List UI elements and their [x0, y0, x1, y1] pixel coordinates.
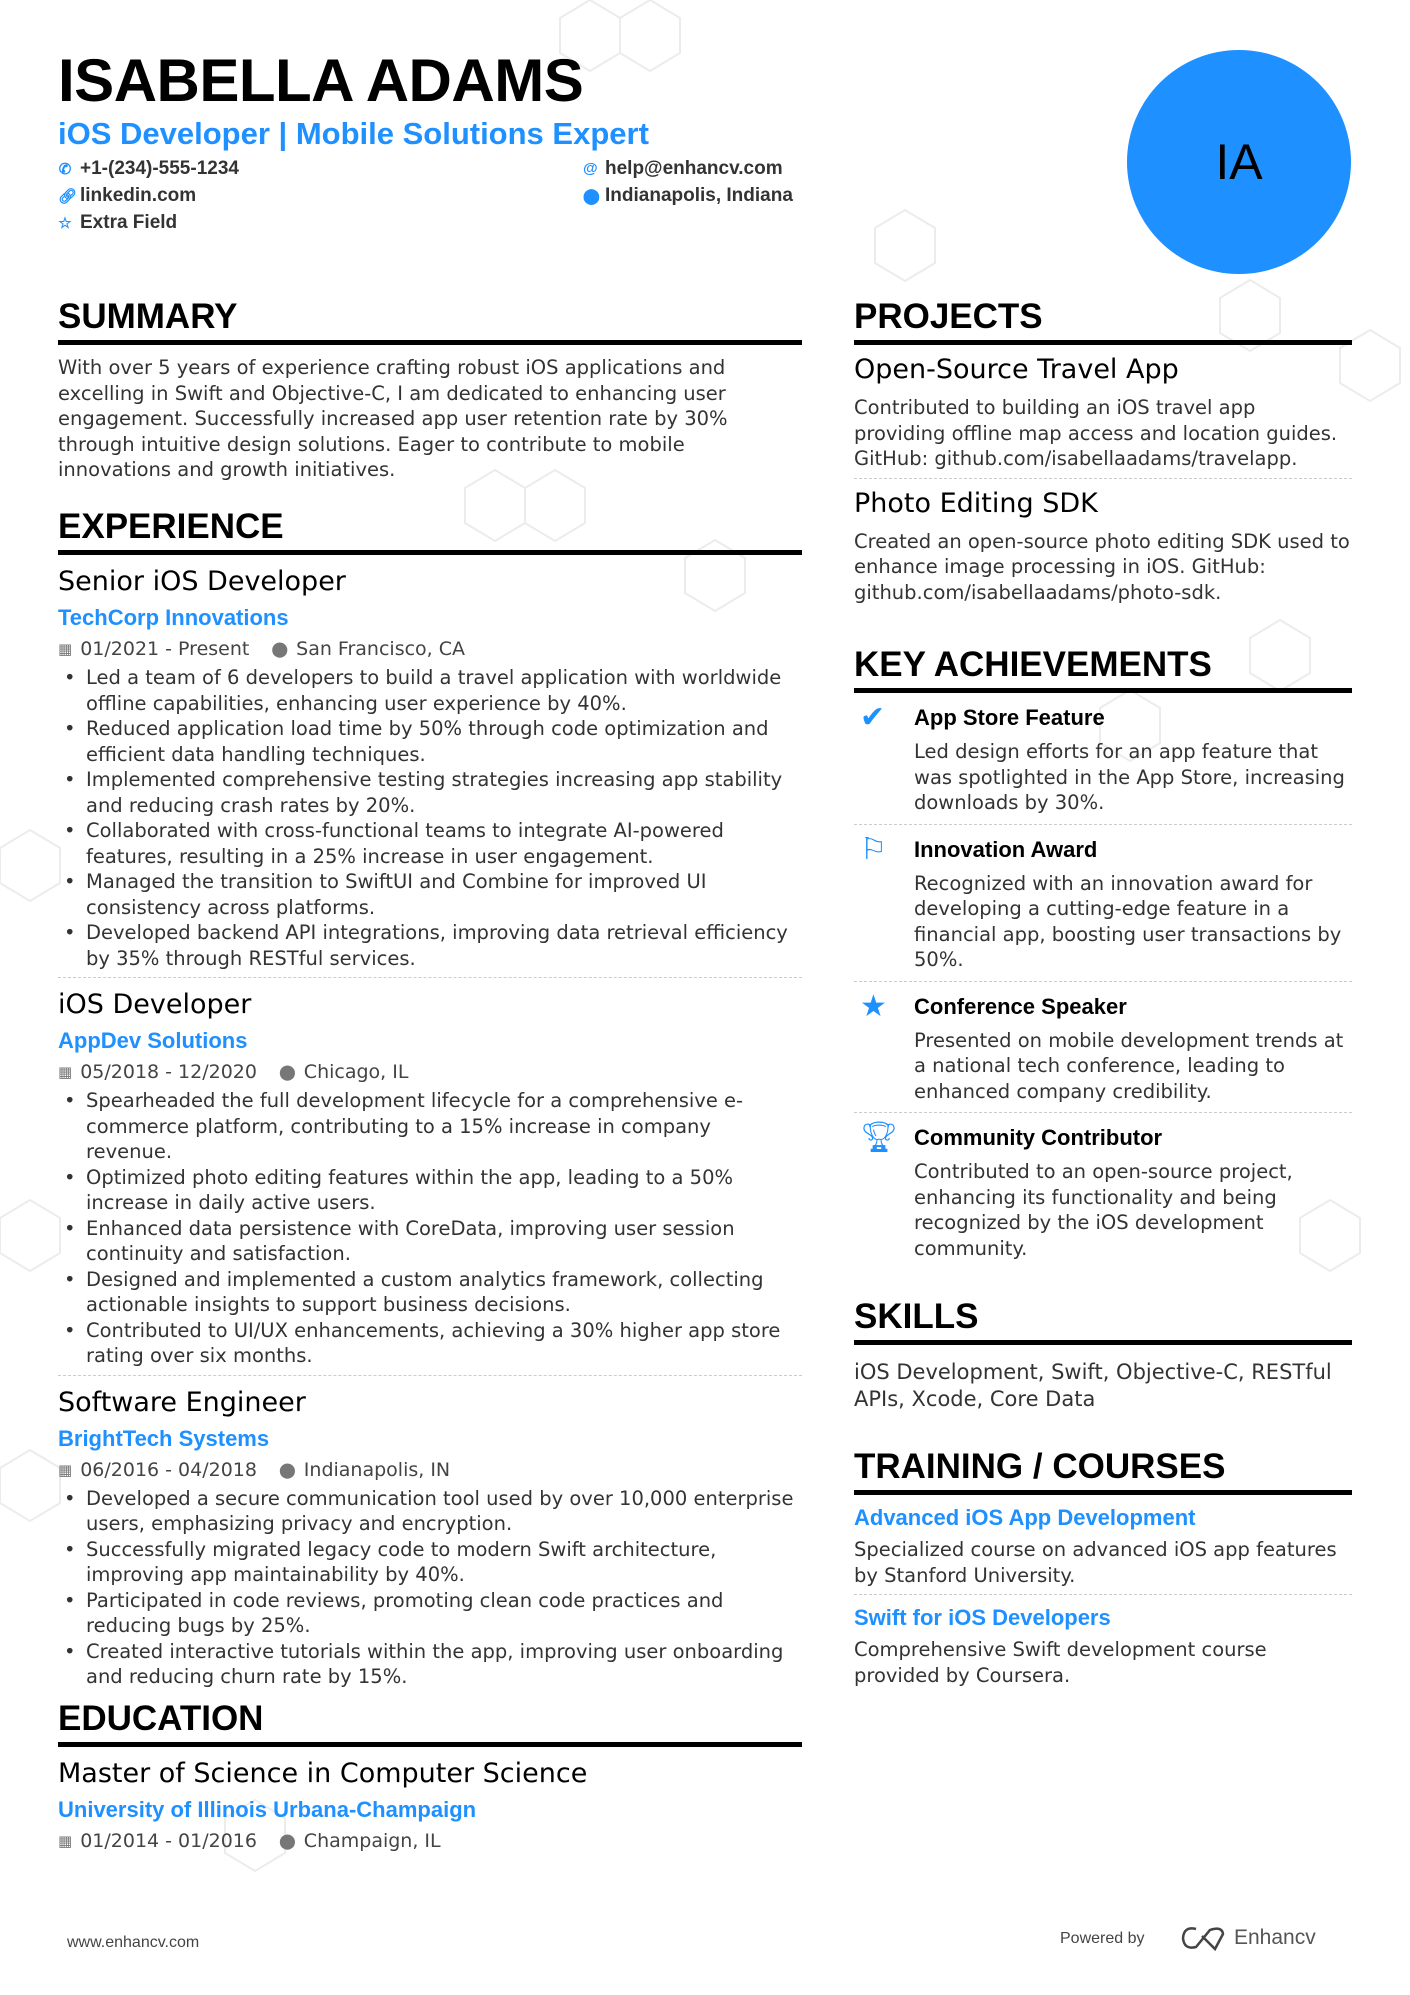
achievement-title: Innovation Award — [914, 836, 1098, 862]
avatar: IA — [1127, 50, 1351, 274]
at-icon: @ — [583, 160, 598, 177]
link-text[interactable]: linkedin.com — [80, 184, 197, 206]
project-entry — [854, 487, 1352, 612]
bullet-item: • Reduced application load time by 50% through code optimization and efficient data handling techniques. — [58, 716, 802, 767]
job-title: Software Engineer — [58, 1386, 306, 1418]
calendar-icon: ▦ — [58, 1063, 73, 1081]
powered-by: Powered by — [1060, 1930, 1145, 1947]
calendar-icon: ▦ — [58, 640, 73, 658]
phone-icon: ✆ — [58, 160, 72, 178]
dates: 01/2021 - Present — [80, 638, 250, 660]
extra-text: Extra Field — [80, 211, 178, 233]
email-text[interactable]: help@enhancv.com — [605, 157, 783, 179]
enhancv-logo[interactable] — [1180, 1924, 1316, 1952]
contact-left — [58, 155, 239, 236]
contact-email[interactable] — [583, 155, 793, 182]
course-description: Specialized course on advanced iOS app features by Stanford University. — [854, 1538, 1337, 1587]
bullet-item: • Collaborated with cross-functional teams to integrate AI-powered features, resulting in a 25% increase in user engagement. — [58, 818, 802, 869]
skills-section — [854, 1296, 1352, 1413]
bullet-item: • Implemented comprehensive testing strategies increasing app stability and reducing crash rates by 20%. — [58, 767, 802, 818]
candidate-name: ISABELLA ADAMS — [58, 47, 584, 114]
star-outline-icon: ☆ — [58, 214, 72, 232]
contact-phone — [58, 155, 239, 182]
bullet-item: • Contributed to UI/UX enhancements, achieving a 30% higher app store rating over six months. — [58, 1318, 802, 1369]
company-name: BrightTech Systems — [58, 1425, 270, 1451]
location-pin-icon: ⬤ — [279, 1832, 296, 1850]
bullet-item: • Successfully migrated legacy code to modern Swift architecture, improving app maintainability by 40%. — [58, 1537, 802, 1588]
experience-entry — [58, 988, 802, 1376]
bullet-list — [58, 1088, 802, 1369]
project-description: Created an open-source photo editing SDK used to enhance image processing in iOS. GitHub: github.com/isabellaadams/photo-sdk. — [854, 529, 1350, 604]
project-description: Contributed to building an iOS travel app providing offline map access and location guides. GitHub: github.com/isabellaadams/travelapp. — [854, 396, 1338, 470]
skills-text: iOS Development, Swift, Objective-C, RESTful APIs, Xcode, Core Data — [854, 1360, 1332, 1411]
achievement-description: Presented on mobile development trends at a national tech conference, leading to enhanced company credibility. — [914, 1028, 1344, 1103]
company-name: TechCorp Innovations — [58, 605, 289, 630]
course-entry — [854, 1603, 1352, 1694]
calendar-icon: ▦ — [58, 1832, 73, 1850]
project-title: Open-Source Travel App — [854, 354, 1179, 385]
location-pin-icon: ⬤ — [279, 1460, 296, 1479]
check-icon: ✔ — [860, 700, 886, 735]
trophy-icon: 🏆︎ — [860, 1120, 899, 1155]
education-section — [58, 1698, 802, 1855]
section-heading: EDUCATION — [58, 1698, 802, 1747]
contact-location — [583, 182, 793, 209]
course-title[interactable]: Advanced iOS App Development — [854, 1505, 1196, 1530]
bullet-item: • Created interactive tutorials within the app, improving user onboarding and reducing churn rate by 15%. — [58, 1639, 802, 1690]
job-meta — [58, 635, 802, 663]
link-icon: 🔗︎ — [58, 187, 78, 205]
star-icon: ★ — [860, 988, 887, 1024]
bullet-item: • Optimized photo editing features within the app, leading to a 50% increase in daily active users. — [58, 1165, 802, 1216]
bullet-list — [58, 665, 802, 971]
location-pin-icon: ⬤ — [279, 1063, 296, 1081]
dates: 01/2014 - 01/2016 — [80, 1830, 257, 1852]
dates: 05/2018 - 12/2020 — [80, 1061, 257, 1083]
course-title[interactable]: Swift for iOS Developers — [854, 1605, 1111, 1630]
section-heading: KEY ACHIEVEMENTS — [854, 644, 1352, 693]
experience-section — [58, 506, 802, 1690]
bullet-item: • Led a team of 6 developers to build a travel application with worldwide offline capabilities, enhancing user experience by 40%. — [58, 665, 802, 716]
school: University of Illinois Urbana-Champaign — [58, 1797, 477, 1822]
section-heading: EXPERIENCE — [58, 506, 802, 555]
job-title: Senior iOS Developer — [58, 566, 346, 597]
job-meta — [58, 1058, 802, 1086]
summary-section — [58, 296, 802, 483]
location: Chicago, IL — [303, 1061, 409, 1083]
section-heading: PROJECTS — [854, 296, 1352, 345]
section-heading: TRAINING / COURSES — [854, 1446, 1352, 1495]
achievement-title: Community Contributor — [914, 1125, 1163, 1150]
bullet-item: • Spearheaded the full development lifecycle for a comprehensive e-commerce platform, contributing to a 15% increase in company revenue. — [58, 1088, 802, 1165]
bullet-item: • Participated in code reviews, promoting clean code practices and reducing bugs by 25%. — [58, 1588, 802, 1639]
enhancv-logo-icon — [1180, 1924, 1226, 1952]
achievement-description: Contributed to an open-source project, enhancing its functionality and being recognized by the iOS development community. — [914, 1160, 1293, 1260]
footer-url[interactable]: www.enhancv.com — [67, 1934, 200, 1951]
location-pin-icon: ⬤ — [583, 187, 600, 205]
dates: 06/2016 - 04/2018 — [80, 1458, 257, 1481]
job-title: iOS Developer — [58, 989, 252, 1020]
section-heading: SKILLS — [854, 1296, 1352, 1345]
location: San Francisco, CA — [296, 638, 466, 660]
achievements-section — [854, 644, 1352, 1269]
section-heading: SUMMARY — [58, 296, 802, 345]
contact-right — [583, 155, 793, 209]
bullet-item: • Managed the transition to SwiftUI and Combine for improved UI consistency across platforms. — [58, 869, 802, 920]
location: Champaign, IL — [303, 1830, 441, 1852]
job-meta — [58, 1456, 802, 1484]
flag-icon: ⚐ — [860, 831, 887, 867]
achievement-item — [854, 693, 1352, 825]
location-text: Indianapolis, Indiana — [605, 184, 793, 206]
phone-text: +1-(234)-555-1234 — [80, 157, 239, 179]
experience-entry — [58, 565, 802, 978]
achievement-title: App Store Feature — [914, 705, 1105, 730]
training-section — [854, 1446, 1352, 1694]
contact-extra — [58, 209, 239, 236]
course-description: Comprehensive Swift development course provided by Coursera. — [854, 1638, 1267, 1687]
bullet-item: • Designed and implemented a custom analytics framework, collecting actionable insights to support business decisions. — [58, 1267, 802, 1318]
bullet-list — [58, 1486, 802, 1690]
bullet-item: • Enhanced data persistence with CoreData, improving user session continuity and satisfaction. — [58, 1216, 802, 1267]
contact-link[interactable] — [58, 182, 239, 209]
bullet-item: • Developed backend API integrations, improving data retrieval efficiency by 35% through RESTful services. — [58, 920, 802, 971]
summary-text: With over 5 years of experience crafting robust iOS applications and excelling in Swift and Objective-C, I am dedicated to enhancing user engagement. Successfully increased app user retention rate by 30% through intuitive design solutions. Eager to contribute to mobile innovations and growth initiatives. — [58, 356, 728, 481]
project-entry — [854, 353, 1352, 479]
education-meta — [58, 1827, 802, 1855]
project-title: Photo Editing SDK — [854, 487, 1098, 519]
calendar-icon: ▦ — [58, 1460, 73, 1479]
achievement-item — [854, 1113, 1352, 1269]
bullet-item: • Developed a secure communication tool used by over 10,000 enterprise users, emphasizing privacy and encryption. — [58, 1486, 802, 1537]
experience-entry — [58, 1386, 802, 1690]
achievement-item — [854, 825, 1352, 982]
company-name: AppDev Solutions — [58, 1028, 248, 1053]
projects-section — [854, 296, 1352, 611]
location: Indianapolis, IN — [303, 1458, 451, 1481]
achievement-item — [854, 982, 1352, 1114]
achievement-description: Led design efforts for an app feature that was spotlighted in the App Store, increasing downloads by 30%. — [914, 740, 1345, 814]
achievement-title: Conference Speaker — [914, 993, 1127, 1019]
location-pin-icon: ⬤ — [271, 640, 289, 658]
degree: Master of Science in Computer Science — [58, 1758, 588, 1789]
brand-name: Enhancv — [1234, 1926, 1316, 1949]
candidate-title: iOS Developer | Mobile Solutions Expert — [58, 116, 649, 151]
achievement-description: Recognized with an innovation award for developing a cutting-edge feature in a financial app, boosting user transactions by 50%. — [914, 871, 1342, 971]
course-entry — [854, 1503, 1352, 1595]
